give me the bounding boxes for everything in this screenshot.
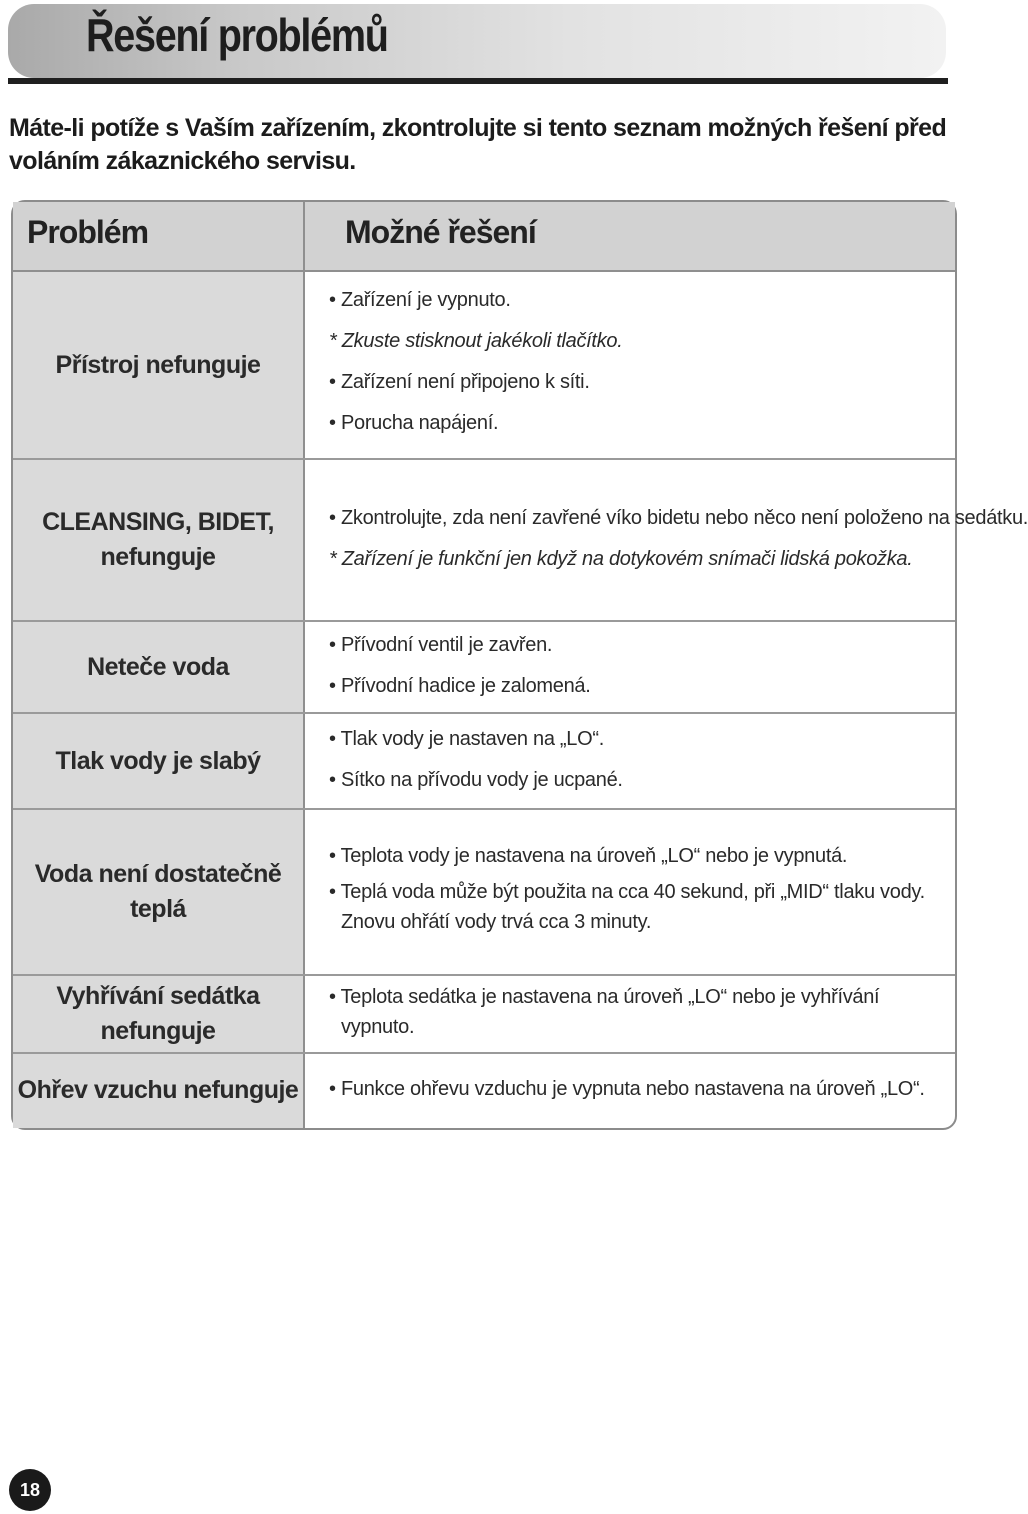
solution-note: * Zkuste stisknout jakékoli tlačítko.	[329, 330, 623, 352]
page-number: 18	[9, 1469, 51, 1511]
solution-cell	[329, 498, 1028, 580]
problem-cell: Přístroj nefunguje	[55, 350, 261, 379]
header-problem: Problém	[27, 214, 149, 250]
solution-line: • Zařízení není připojeno k síti.	[329, 371, 590, 393]
solution-cell	[329, 625, 949, 707]
problem-cell: Neteče voda	[87, 652, 229, 681]
solution-line: • Teplota vody je nastavena na úroveň „LO“ nebo je vypnutá.	[329, 845, 848, 867]
solution-line: • Přívodní hadice je zalomená.	[329, 675, 591, 697]
solution-line: • Zařízení je vypnuto.	[329, 289, 511, 311]
solution-cell	[329, 280, 949, 444]
solution-line: • Teplota sedátka je nastavena na úroveň „LO“ nebo je vyhřívání	[329, 986, 880, 1008]
solution-cell	[329, 982, 949, 1042]
solution-line: • Porucha napájení.	[329, 412, 499, 434]
solution-note: * Zařízení je funkční jen když na dotykovém snímači lidská pokožka.	[329, 548, 913, 570]
header-solution: Možné řešení	[345, 214, 536, 250]
solution-cell	[329, 719, 949, 801]
solution-line: • Sítko na přívodu vody je ucpané.	[329, 769, 623, 791]
solution-line: • Přívodní ventil je zavřen.	[329, 634, 553, 656]
solution-cell	[329, 1069, 949, 1110]
problem-cell: Tlak vody je slabý	[55, 746, 261, 775]
problem-cell: CLEANSING, BIDET, nefunguje	[42, 508, 274, 571]
intro-text: Máte-li potíže s Vaším zařízením, zkontrolujte si tento seznam možných řešení před voláním zákaznického servisu.	[9, 114, 947, 175]
problem-cell: Ohřev vzuchu nefunguje	[17, 1075, 299, 1104]
title-rule	[8, 78, 948, 84]
solution-line: Znovu ohřátí vody trvá cca 3 minuty.	[341, 911, 652, 933]
solution-line: • Teplá voda může být použita na cca 40 sekund, při „MID“ tlaku vody.	[329, 881, 925, 903]
troubleshooting-table	[11, 200, 1028, 1130]
solution-line: vypnuto.	[341, 1016, 415, 1038]
solution-line: • Funkce ohřevu vzduchu je vypnuta nebo nastavena na úroveň „LO“.	[329, 1078, 925, 1100]
solution-cell	[329, 836, 949, 937]
problem-cell: Voda není dostatečně teplá	[34, 860, 282, 923]
solution-line: • Zkontrolujte, zda není zavřené víko bidetu nebo něco není položeno na sedátku.	[329, 507, 1028, 529]
page-title: Řešení problémů	[86, 9, 388, 61]
solution-line: • Tlak vody je nastaven na „LO“.	[329, 728, 604, 750]
header-separator	[303, 202, 305, 270]
problem-cell: Vyhřívání sedátka nefunguje	[56, 982, 260, 1045]
